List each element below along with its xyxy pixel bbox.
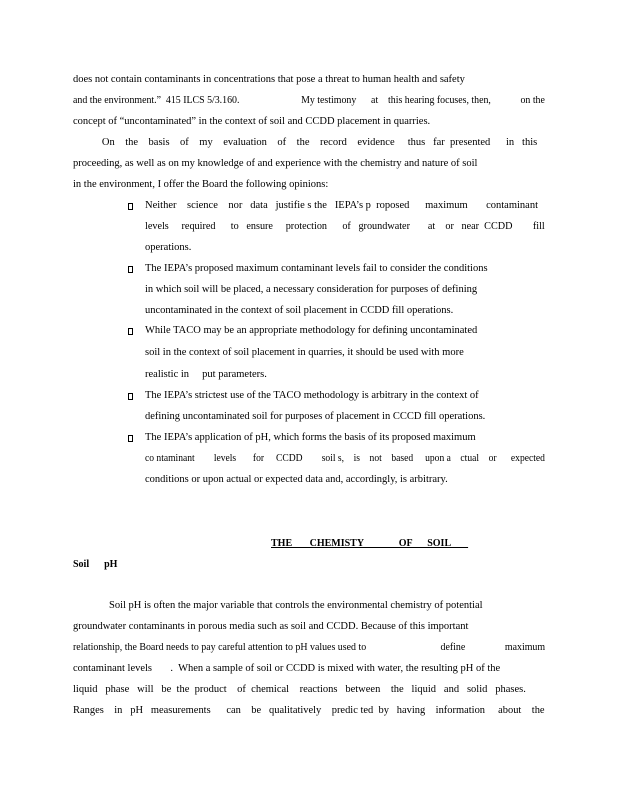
opinion-4-line-2: defining uncontaminated soil for purposes of placement in CCCD fill operations. [145, 411, 486, 422]
subheading-soil-ph: Soil pH [73, 559, 118, 570]
basis-line-1: On the basis of my evaluation of the record evidence thus far presented in this [73, 137, 538, 148]
opinion-2-line-2: in which soil will be placed, a necessary consideration for purposes of defining [145, 284, 478, 295]
opinion-3-line-2: soil in the context of soil placement in quarries, it should be used with more [145, 347, 464, 358]
opinion-1-line-3: operations. [145, 242, 192, 253]
body-line-2: groundwater contaminants in porous media such as soil and CCDD. Because of this important [73, 621, 469, 632]
bullet-box-icon [128, 393, 133, 400]
opinion-5-line-3: conditions or upon actual or expected data and, accordingly, is arbitrary. [145, 474, 448, 485]
body-line-4: contaminant levels . When a sample of soil or CCDD is mixed with water, the resulting pH of the [73, 663, 501, 674]
opinion-3-line-1: While TACO may be an appropriate methodology for defining uncontaminated [145, 325, 478, 336]
opinion-1-line-2: levels required to ensure protection of groundwater at or near CCDD fill [145, 221, 545, 232]
body-line-6: Ranges in pH measurements can be qualitatively predic ted by having information about the [73, 705, 545, 716]
bullet-box-icon [128, 203, 133, 210]
bullet-box-icon [128, 328, 133, 335]
intro-line-3: concept of “uncontaminated” in the context of soil and CCDD placement in quarries. [73, 116, 431, 127]
opinion-2-line-3: uncontaminated in the context of soil placement in CCDD fill operations. [145, 305, 454, 316]
body-line-3: relationship, the Board needs to pay careful attention to pH values used to define maximum [73, 642, 546, 653]
bullet-box-icon [128, 266, 133, 273]
basis-line-3: in the environment, I offer the Board the following opinions: [73, 179, 329, 190]
section-heading: THE CHEMISTY OF SOIL [271, 538, 469, 549]
opinion-3-line-3: realistic in put parameters. [145, 369, 267, 380]
opinion-4-line-1: The IEPA’s strictest use of the TACO methodology is arbitrary in the context of [145, 390, 479, 401]
opinion-1-line-1: Neither science nor data justifie s the IEPA’s p roposed maximum contaminant [145, 200, 538, 211]
bullet-box-icon [128, 435, 133, 442]
body-line-1: Soil pH is often the major variable that controls the environmental chemistry of potential [109, 600, 483, 611]
opinion-2-line-1: The IEPA’s proposed maximum contaminant levels fail to consider the conditions [145, 263, 488, 274]
intro-line-1: does not contain contaminants in concentrations that pose a threat to human health and safety [73, 74, 465, 85]
basis-line-2: proceeding, as well as on my knowledge of and experience with the chemistry and nature of soil [73, 158, 478, 169]
body-line-5: liquid phase will be the product of chemical reactions between the liquid and solid phases. [73, 684, 526, 695]
opinion-5-line-1: The IEPA’s application of pH, which forms the basis of its proposed maximum [145, 432, 476, 443]
opinion-5-line-2: co ntaminant levels for CCDD soil s, is not based upon a ctual or expected [145, 453, 545, 464]
intro-line-2: and the environment.” 415 ILCS 5/3.160. My testimony at this hearing focuses, then, on the [73, 95, 545, 106]
